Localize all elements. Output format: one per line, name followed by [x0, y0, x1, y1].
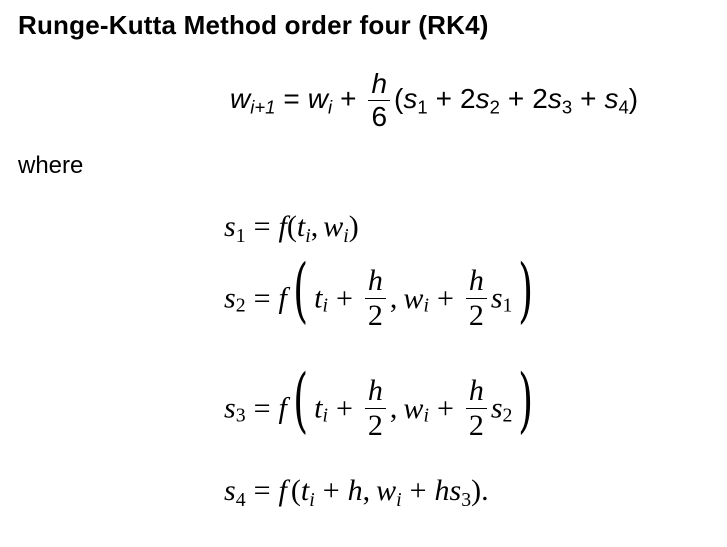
- s-subscript: 1: [235, 224, 246, 247]
- left-paren: (: [286, 210, 297, 243]
- s-symbol: s: [475, 82, 490, 114]
- fraction-denominator: 2: [468, 299, 484, 333]
- t-subscript: i: [322, 404, 328, 427]
- fraction-numerator: h: [365, 376, 386, 409]
- h-over-2-fraction: [365, 376, 386, 441]
- t-subscript: i: [305, 224, 311, 247]
- slide-title: Runge-Kutta Method order four (RK4): [18, 10, 489, 40]
- equals-sign: =: [253, 391, 271, 425]
- w-symbol: w: [230, 82, 251, 114]
- w-symbol: w: [307, 82, 328, 114]
- f-symbol: f: [278, 391, 287, 425]
- h-symbol: h: [347, 474, 363, 507]
- t-symbol: t: [296, 210, 306, 243]
- plus-sign: +: [340, 82, 357, 114]
- plus-sign: +: [336, 391, 353, 425]
- h-over-2-fraction: [466, 376, 487, 441]
- t-symbol: t: [314, 281, 323, 315]
- rk4-update-formula: [230, 70, 638, 131]
- hs-subscript: 3: [461, 488, 472, 511]
- coefficient: 2: [532, 82, 548, 114]
- s-subscript: 4: [235, 488, 246, 511]
- t-subscript: i: [322, 294, 328, 317]
- f-symbol: f: [278, 474, 287, 507]
- s-subscript: 2: [502, 404, 513, 427]
- w-symbol: w: [376, 474, 397, 507]
- large-right-paren: ): [518, 359, 534, 441]
- comma: ,: [389, 391, 398, 425]
- s4-equation: [224, 474, 489, 511]
- large-left-paren: (: [292, 359, 309, 441]
- fraction-denominator: 2: [367, 409, 383, 443]
- s-symbol: s: [224, 391, 236, 425]
- period: .: [481, 474, 489, 507]
- plus-sign: +: [322, 474, 340, 507]
- fraction-numerator: h: [466, 376, 487, 409]
- fraction-denominator: 2: [468, 409, 484, 443]
- comma: ,: [362, 474, 371, 507]
- s3-equation: [224, 359, 540, 443]
- hs-symbol: hs: [434, 474, 462, 507]
- s-symbol: s: [403, 82, 418, 114]
- h-over-2-fraction: [365, 266, 386, 331]
- fraction-numerator: h: [365, 266, 386, 299]
- s-symbol: s: [490, 281, 503, 315]
- t-subscript: i: [309, 488, 315, 511]
- f-symbol: f: [278, 210, 287, 243]
- plus-sign: +: [435, 82, 453, 114]
- plus-sign: +: [436, 391, 454, 425]
- where-label: where: [18, 152, 84, 179]
- s2-equation: [224, 249, 540, 333]
- s-symbol: s: [224, 281, 236, 315]
- w-subscript: i: [423, 404, 429, 427]
- w-subscript: i: [423, 294, 429, 317]
- s1-equation: [224, 210, 359, 247]
- f-symbol: f: [278, 281, 287, 315]
- s-subscript: 3: [235, 404, 246, 427]
- comma: ,: [310, 210, 319, 243]
- w-symbol: w: [323, 210, 344, 243]
- equals-sign: =: [283, 82, 300, 114]
- coefficient: 2: [460, 82, 476, 114]
- w-subscript-i: i: [328, 96, 333, 118]
- s-subscript: 2: [235, 294, 246, 317]
- s-subscript: 4: [618, 96, 629, 118]
- fraction-denominator: 2: [367, 299, 383, 333]
- t-symbol: t: [300, 474, 310, 507]
- comma: ,: [389, 281, 398, 315]
- s-symbol: s: [604, 82, 619, 114]
- plus-sign: +: [580, 82, 597, 114]
- s-symbol: s: [547, 82, 562, 114]
- large-right-paren: ): [518, 249, 534, 331]
- large-left-paren: (: [292, 249, 309, 331]
- plus-sign: +: [409, 474, 427, 507]
- equals-sign: =: [253, 210, 271, 243]
- right-paren: ): [471, 474, 482, 507]
- s-symbol: s: [490, 391, 503, 425]
- left-paren: (: [290, 474, 301, 507]
- fraction-numerator: h: [466, 266, 487, 299]
- w-symbol: w: [403, 391, 424, 425]
- plus-sign: +: [436, 281, 454, 315]
- plus-sign: +: [507, 82, 525, 114]
- s-symbol: s: [224, 210, 236, 243]
- w-subscript: i: [396, 488, 402, 511]
- left-paren: (: [394, 82, 404, 114]
- s-subscript: 2: [489, 96, 500, 118]
- plus-sign: +: [336, 281, 353, 315]
- w-subscript: i: [343, 224, 349, 247]
- h-over-2-fraction: [466, 266, 487, 331]
- w-subscript-i-plus-1: i+1: [250, 96, 276, 118]
- equals-sign: =: [253, 281, 271, 315]
- h-over-6-fraction: [368, 70, 390, 131]
- s-symbol: s: [224, 474, 236, 507]
- right-paren: ): [628, 82, 639, 114]
- s-subscript: 1: [502, 294, 513, 317]
- equals-sign: =: [253, 474, 271, 507]
- s-subscript: 3: [561, 96, 573, 118]
- t-symbol: t: [314, 391, 323, 425]
- fraction-numerator: h: [368, 70, 390, 101]
- s-subscript: 1: [417, 96, 428, 118]
- fraction-denominator: 6: [371, 101, 388, 132]
- right-paren: ): [348, 210, 359, 243]
- w-symbol: w: [403, 281, 424, 315]
